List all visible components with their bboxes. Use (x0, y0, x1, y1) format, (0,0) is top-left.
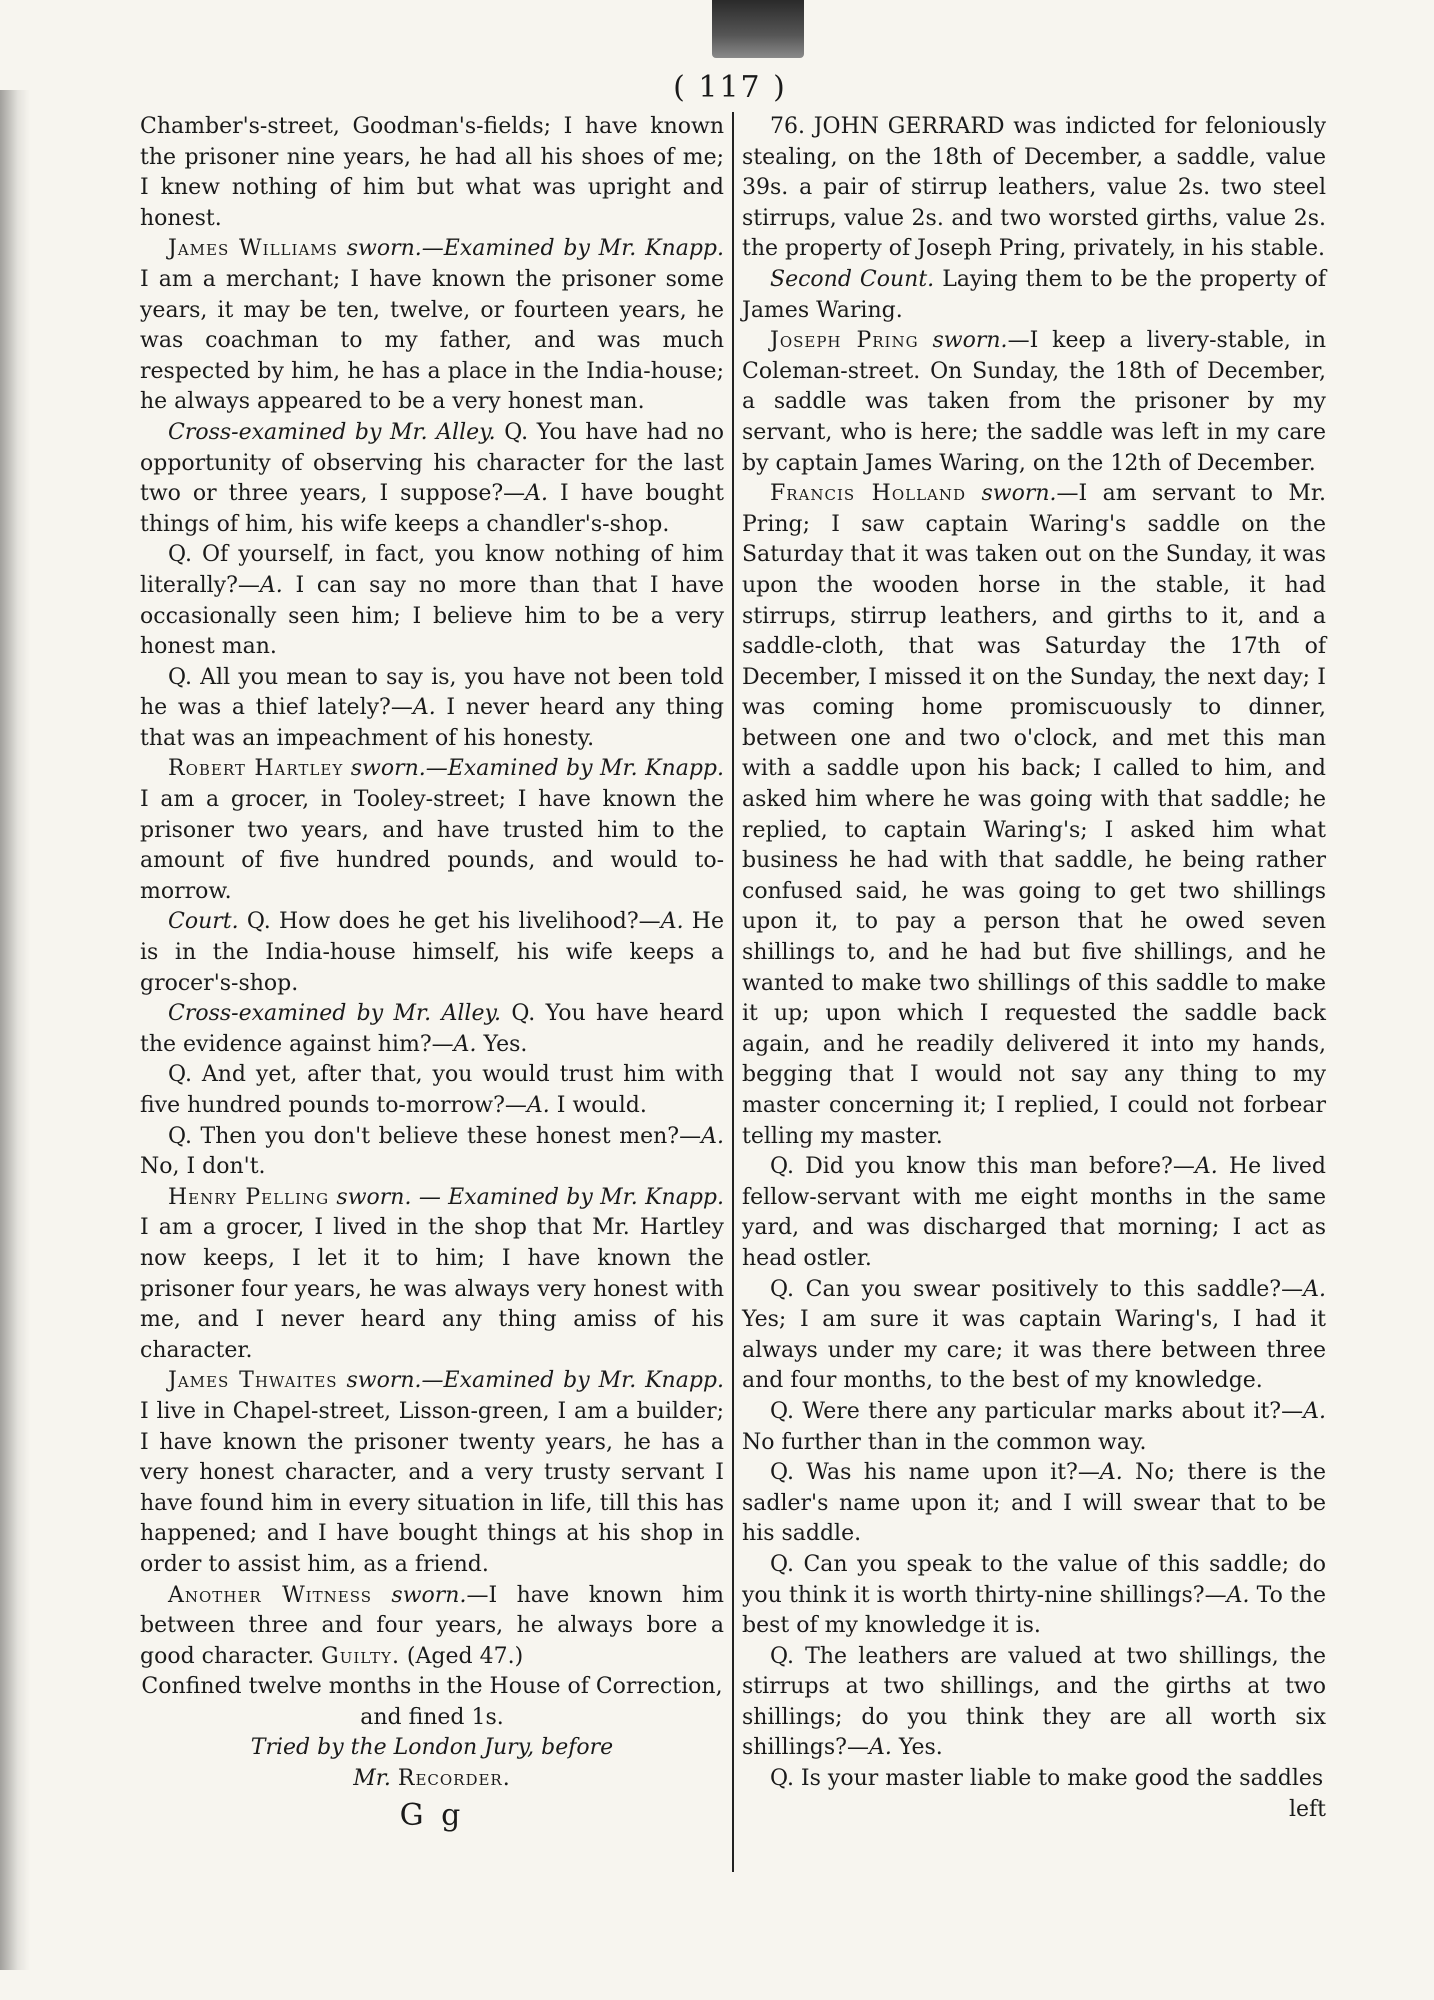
text-run: Mr. (353, 1766, 398, 1792)
text-run: He lived fellow-servant with me eight months in the same yard, and was discharged that morning; I act as head ostler. (742, 1154, 1326, 1271)
text-run: —I have known him between three and four years, he always bore a good character. (140, 1582, 724, 1669)
paragraph (742, 1275, 1326, 1397)
text-run: A. (525, 481, 549, 507)
text-run: Q. Can you speak to the value of this saddle; do you think it is worth thirty-nine shillings?— (742, 1551, 1326, 1608)
text-run: sworn. (966, 481, 1057, 507)
paragraph (140, 234, 724, 418)
text-run: He is in the India-house himself, his wife keeps a grocer's-shop. (140, 909, 724, 996)
text-run: —I keep a livery-stable, in Coleman-street. On Sunday, the 18th of December, a saddle was taken from the prisoner by my servant, who is here; the saddle was left in my care by captain James Waring, on the 12th of December. (742, 328, 1327, 476)
text-run: A. (1303, 1398, 1326, 1424)
paragraph (140, 540, 724, 662)
text-run: sworn. — Examined by Mr. Knapp. (329, 1184, 724, 1210)
signature-mark: G g (399, 1797, 465, 1833)
text-run: Q. Were there any particular marks about it?— (770, 1398, 1304, 1424)
paragraph (140, 1581, 724, 1673)
text-run: Q. Was his name upon it?— (770, 1460, 1100, 1486)
text-run: A. (453, 1031, 477, 1057)
text-run: 76. JOHN GERRARD was indicted for feloniously stealing, on the 18th of December, a saddle, value 39s. a pair of stirrup leathers, value 2s. two steel stirrups, value 2s. and two worsted girths, value 2s. the property of Joseph Pring, privately, in his stable. (742, 114, 1326, 262)
text-run: (Aged 47.) (399, 1643, 524, 1669)
text-run: Q. You have had no opportunity of observing his character for the last two or three years, I suppose?— (140, 419, 724, 507)
text-run: I am a grocer, in Tooley-street; I have known the prisoner two years, and have trusted him to the amount of five hundred pounds, and would to-morrow. (140, 787, 724, 904)
paragraph (742, 1152, 1326, 1274)
text-run: —I am servant to Mr. Pring; I saw captain Waring's saddle on the Saturday that it was taken out on the Sunday, it was upon the wooden horse in the stable, it had stirrups, stirrup leathers, and girths to it, and a saddle-cloth, that was Saturday the 17th of December, I missed it on the Sunday, the next day; I was coming home promiscuously to dinner, between one and two o'clock, and met this man with a saddle upon his back; I called to him, and asked him where he was going with that saddle; he replied, to captain Waring's; I asked him what business he had with that saddle, he being rather confused said, he was going to get two shillings upon it, to pay a person that he owed seven shillings to, and he had but five shillings, and he wanted to make two shillings of this saddle to make it up; upon which I requested the saddle back again, and he readily delivered it into my hands, begging that I would not say any thing to my master concerning it; I replied, I could not forbear telling my master. (742, 481, 1327, 1149)
text-run: No further than in the common way. (742, 1429, 1147, 1455)
paragraph (140, 1733, 724, 1764)
scan-mark (712, 0, 804, 58)
text-run: Laying them to be the property of James Waring. (742, 266, 1327, 323)
text-run: Court. (168, 909, 239, 935)
paragraph (140, 418, 724, 540)
paragraph (742, 326, 1326, 479)
text-run: sworn. (371, 1582, 467, 1608)
paragraph (140, 1366, 724, 1580)
text-run: Chamber's-street, Goodman's-fields; I have known the prisoner nine years, he had all his shoes of me; I knew nothing of him but what was upright and honest. (140, 114, 724, 231)
paragraph (742, 1397, 1326, 1458)
text-run: No, I don't. (140, 1154, 266, 1180)
text-run: Recorder. (397, 1766, 511, 1792)
paragraph (742, 1795, 1326, 1826)
binding-shadow (0, 90, 30, 1970)
text-run: A. (868, 1735, 892, 1761)
text-run: Francis Holland (770, 481, 967, 507)
text-run: A. (412, 695, 436, 721)
text-run: Cross-examined by Mr. Alley. (168, 419, 496, 445)
text-run: Yes. (891, 1735, 943, 1761)
text-run: A. (1303, 1276, 1326, 1302)
text-run: I am a merchant; I have known the prisoner some years, it may be ten, twelve, or fourteen years, he was coachman to my father, and was much respected by him, he has a place in the India-house; he always appeared to be a very honest man. (140, 266, 724, 415)
text-run: Q. All you mean to say is, you have not been told he was a thief lately?— (140, 664, 724, 721)
paragraph (140, 999, 724, 1060)
text-run: Second Count. (770, 266, 935, 292)
text-run: Yes; I am sure it was captain Waring's, I had it always under my care; it was there between three and four months, to the best of my knowledge. (742, 1307, 1326, 1394)
text-run: sworn.—Examined by Mr. Knapp. (343, 756, 725, 782)
paragraph (140, 112, 724, 234)
text-run: Q. Then you don't believe these honest men?— (168, 1123, 702, 1149)
text-run: I live in Chapel-street, Lisson-green, I am a builder; I have known the prisoner twenty years, he has a very honest character, and a very trusty servant I have found him in every situation in life, till this has happened; and I have bought things at his shop in order to assist him, as a friend. (140, 1398, 724, 1577)
text-run: Guilty. (321, 1643, 400, 1669)
paragraph (742, 265, 1326, 326)
text-run: sworn.—Examined by Mr. Knapp. (337, 236, 725, 262)
paragraph (140, 1764, 724, 1795)
text-run: Q. How does he get his livelihood?— (238, 909, 661, 935)
paragraph (742, 1458, 1326, 1550)
paragraph (140, 1122, 724, 1183)
paragraph (742, 1550, 1326, 1642)
text-run: A. (526, 1093, 550, 1118)
text-run: James Thwaites (168, 1368, 338, 1394)
text-run: No; there is the sadler's name upon it; and I will swear that to be his saddle. (742, 1460, 1326, 1547)
text-run: Q. Did you know this man before?— (770, 1154, 1195, 1180)
text-run: A. (701, 1123, 724, 1149)
text-run: I never heard any thing that was an impeachment of his honesty. (140, 695, 725, 751)
text-run: I have bought things of him, his wife keeps a chandler's-shop. (140, 481, 724, 537)
text-run: Q. Is your master liable to make good the saddles (770, 1766, 1324, 1792)
paragraph (742, 1642, 1326, 1764)
text-run: A. (259, 572, 283, 598)
text-run: A. (1194, 1154, 1218, 1180)
text-run: Joseph Pring (770, 328, 919, 354)
text-run: left (1288, 1796, 1326, 1822)
paragraph (140, 907, 724, 999)
text-run: Another Witness (168, 1582, 372, 1608)
text-run: Henry Pelling (168, 1184, 330, 1210)
text-run: sworn.—Examined by Mr. Knapp. (337, 1368, 724, 1394)
text-run: Q. And yet, after that, you would trust him with five hundred pounds to-morrow?— (140, 1062, 724, 1118)
text-run: Q. You have heard the evidence against him?— (140, 1001, 724, 1057)
text-run: Tried by the London Jury, before (250, 1735, 614, 1761)
right-column (742, 112, 1326, 1825)
paragraph (742, 1764, 1326, 1795)
text-run: James Williams (168, 236, 338, 262)
text-run: A. (1226, 1582, 1250, 1608)
text-run: I would. (549, 1093, 647, 1118)
paragraph (742, 112, 1326, 265)
paragraph (140, 1060, 724, 1121)
text-run: A. (1099, 1460, 1123, 1486)
left-column (140, 112, 724, 1831)
paragraph (140, 754, 724, 907)
paragraph (742, 479, 1326, 1152)
text-run: Yes. (476, 1031, 528, 1057)
paragraph (140, 663, 724, 755)
text-run: Q. The leathers are valued at two shillings, the stirrups at two shillings, and the girths at two shillings; do you think they are all worth six shillings?— (742, 1643, 1326, 1761)
text-run: A. (660, 909, 684, 935)
text-run: I can say no more than that I have occasionally seen him; I believe him to be a very honest man. (140, 572, 724, 660)
page-number: ( 117 ) (673, 70, 787, 105)
text-run: To the best of my knowledge it is. (742, 1582, 1326, 1639)
text-run: Cross-examined by Mr. Alley. (168, 1001, 501, 1027)
text-run: Q. Can you swear positively to this saddle?— (770, 1276, 1304, 1302)
text-run: I am a grocer, I lived in the shop that Mr. Hartley now keeps, I let it to him; I have known the prisoner four years, he was always very honest with me, and I never heard any thing amiss of his character. (140, 1215, 724, 1363)
text-run: Q. Of yourself, in fact, you know nothing of him literally?— (140, 542, 724, 598)
column-divider (732, 112, 734, 1872)
text-run: sworn. (918, 328, 1008, 354)
paragraph (140, 1672, 724, 1733)
text-run: Confined twelve months in the House of Correction, and fined 1s. (141, 1674, 723, 1730)
text-run: Robert Hartley (168, 756, 344, 782)
paragraph (140, 1183, 724, 1367)
